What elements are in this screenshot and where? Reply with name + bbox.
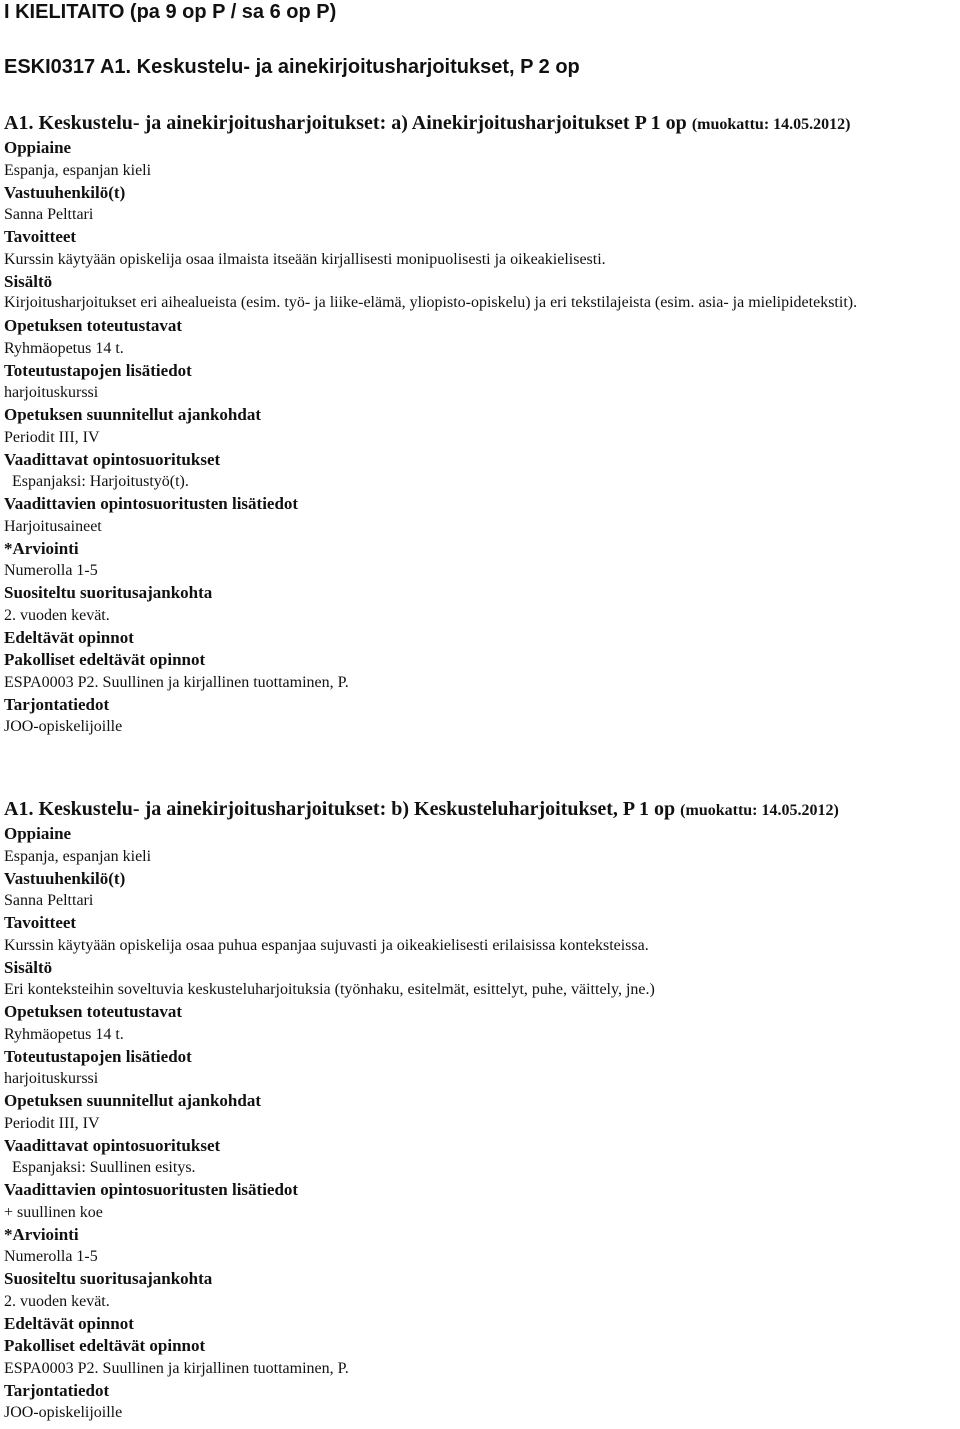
field-label-prior-studies: Edeltävät opinnot [4,627,134,647]
modified-date: (muokattu: 14.05.2012) [680,802,839,819]
field-value-responsible: Sanna Pelttari [4,892,94,909]
field-label-planned-periods: Opetuksen suunnitellut ajankohdat [4,405,261,424]
course-title [4,111,954,137]
course-title [4,797,954,823]
field-value-teaching-methods: Ryhmäopetus 14 t. [4,1025,124,1043]
field-value-subject: Espanja, espanjan kieli [4,847,152,865]
field-label-recommended-timing: Suositeltu suoritusajankohta [4,583,213,602]
field-value-recommended-timing: 2. vuoden kevät. [4,606,110,624]
field-label-content: Sisältö [4,271,53,291]
field-value-objectives: Kurssin käytyään opiskelija osaa ilmaista itseään kirjallisesti monipuolisesti ja oikeakielisesti. [4,250,606,268]
field-value-planned-periods: Periodit III, IV [4,1114,100,1132]
field-label-teaching-methods: Opetuksen toteutustavat [4,1002,183,1021]
field-label-responsible: Vastuuhenkilö(t) [4,182,126,202]
field-value-method-details: harjoituskurssi [4,1070,99,1087]
field-label-required-work: Vaadittavat opintosuoritukset [4,1135,221,1155]
field-value-required-work-details: + suullinen koe [4,1203,103,1221]
field-label-prior-studies: Edeltävät opinnot [4,1313,134,1333]
field-value-method-details: harjoituskurssi [4,384,99,401]
course-title-text: A1. Keskustelu- ja ainekirjoitusharjoitukset: a) Ainekirjoitusharjoitukset P 1 op [4,112,687,134]
field-label-subject: Oppiaine [4,138,72,157]
field-label-required-work-details: Vaadittavien opintosuoritusten lisätiedot [4,494,299,513]
field-value-required-work-details: Harjoitusaineet [4,517,102,535]
modified-date: (muokattu: 14.05.2012) [691,116,851,133]
field-label-mandatory-prior-studies: Pakolliset edeltävät opinnot [4,1336,206,1355]
field-value-teaching-methods: Ryhmäopetus 14 t. [4,339,124,357]
field-label-planned-periods: Opetuksen suunnitellut ajankohdat [4,1091,261,1110]
field-label-teaching-methods: Opetuksen toteutustavat [4,316,183,335]
field-label-offering: Tarjontatiedot [4,694,110,714]
field-value-mandatory-prior-studies: ESPA0003 P2. Suullinen ja kirjallinen tuottaminen, P. [4,1359,349,1377]
field-value-objectives: Kurssin käytyään opiskelija osaa puhua espanjaa sujuvasti ja oikeakielisesti erilaisissa konteksteissa. [4,936,649,954]
field-label-mandatory-prior-studies: Pakolliset edeltävät opinnot [4,650,206,669]
field-value-planned-periods: Periodit III, IV [4,428,100,446]
field-label-required-work: Vaadittavat opintosuoritukset [4,449,221,469]
course-section-b [4,797,954,1424]
field-value-responsible: Sanna Pelttari [4,206,94,223]
field-value-content: Kirjoitusharjoitukset eri aihealueista (esim. työ- ja liike-elämä, yliopisto-opiskelu) ja eri tekstilajeista (esim. asia- ja mielipidetekstit). [4,294,858,311]
field-label-recommended-timing: Suositeltu suoritusajankohta [4,1269,213,1288]
course-title-text: A1. Keskustelu- ja ainekirjoitusharjoitukset: b) Keskusteluharjoitukset, P 1 op [4,798,676,820]
field-label-method-details: Toteutustapojen lisätiedot [4,360,192,380]
field-value-offering: JOO-opiskelijoille [4,1404,123,1421]
field-value-subject: Espanja, espanjan kieli [4,161,152,179]
field-value-content: Eri konteksteihin soveltuvia keskusteluharjoituksia (työnhaku, esitelmät, esittelyt, puhe, väittely, jne.) [4,981,655,998]
field-label-content: Sisältö [4,957,53,977]
field-value-required-work: Espanjaksi: Suullinen esitys. [12,1159,196,1176]
field-label-assessment: *Arviointi [4,538,79,558]
field-label-subject: Oppiaine [4,824,72,843]
field-value-required-work: Espanjaksi: Harjoitustyö(t). [12,473,189,490]
field-label-offering: Tarjontatiedot [4,1380,110,1400]
field-value-assessment: Numerolla 1-5 [4,562,98,579]
field-value-assessment: Numerolla 1-5 [4,1248,98,1265]
field-label-required-work-details: Vaadittavien opintosuoritusten lisätiedot [4,1180,299,1199]
course-section-a [4,111,954,738]
field-value-offering: JOO-opiskelijoille [4,718,123,735]
field-label-objectives: Tavoitteet [4,227,77,246]
field-label-responsible: Vastuuhenkilö(t) [4,868,126,888]
field-label-method-details: Toteutustapojen lisätiedot [4,1046,192,1066]
course-code-title: ESKI0317 A1. Keskustelu- ja ainekirjoitusharjoitukset, P 2 op [4,56,580,78]
field-label-objectives: Tavoitteet [4,913,77,932]
field-value-mandatory-prior-studies: ESPA0003 P2. Suullinen ja kirjallinen tuottaminen, P. [4,673,349,691]
field-label-assessment: *Arviointi [4,1224,79,1244]
field-value-recommended-timing: 2. vuoden kevät. [4,1292,110,1310]
document-main-title: I KIELITAITO (pa 9 op P / sa 6 op P) [4,1,337,23]
